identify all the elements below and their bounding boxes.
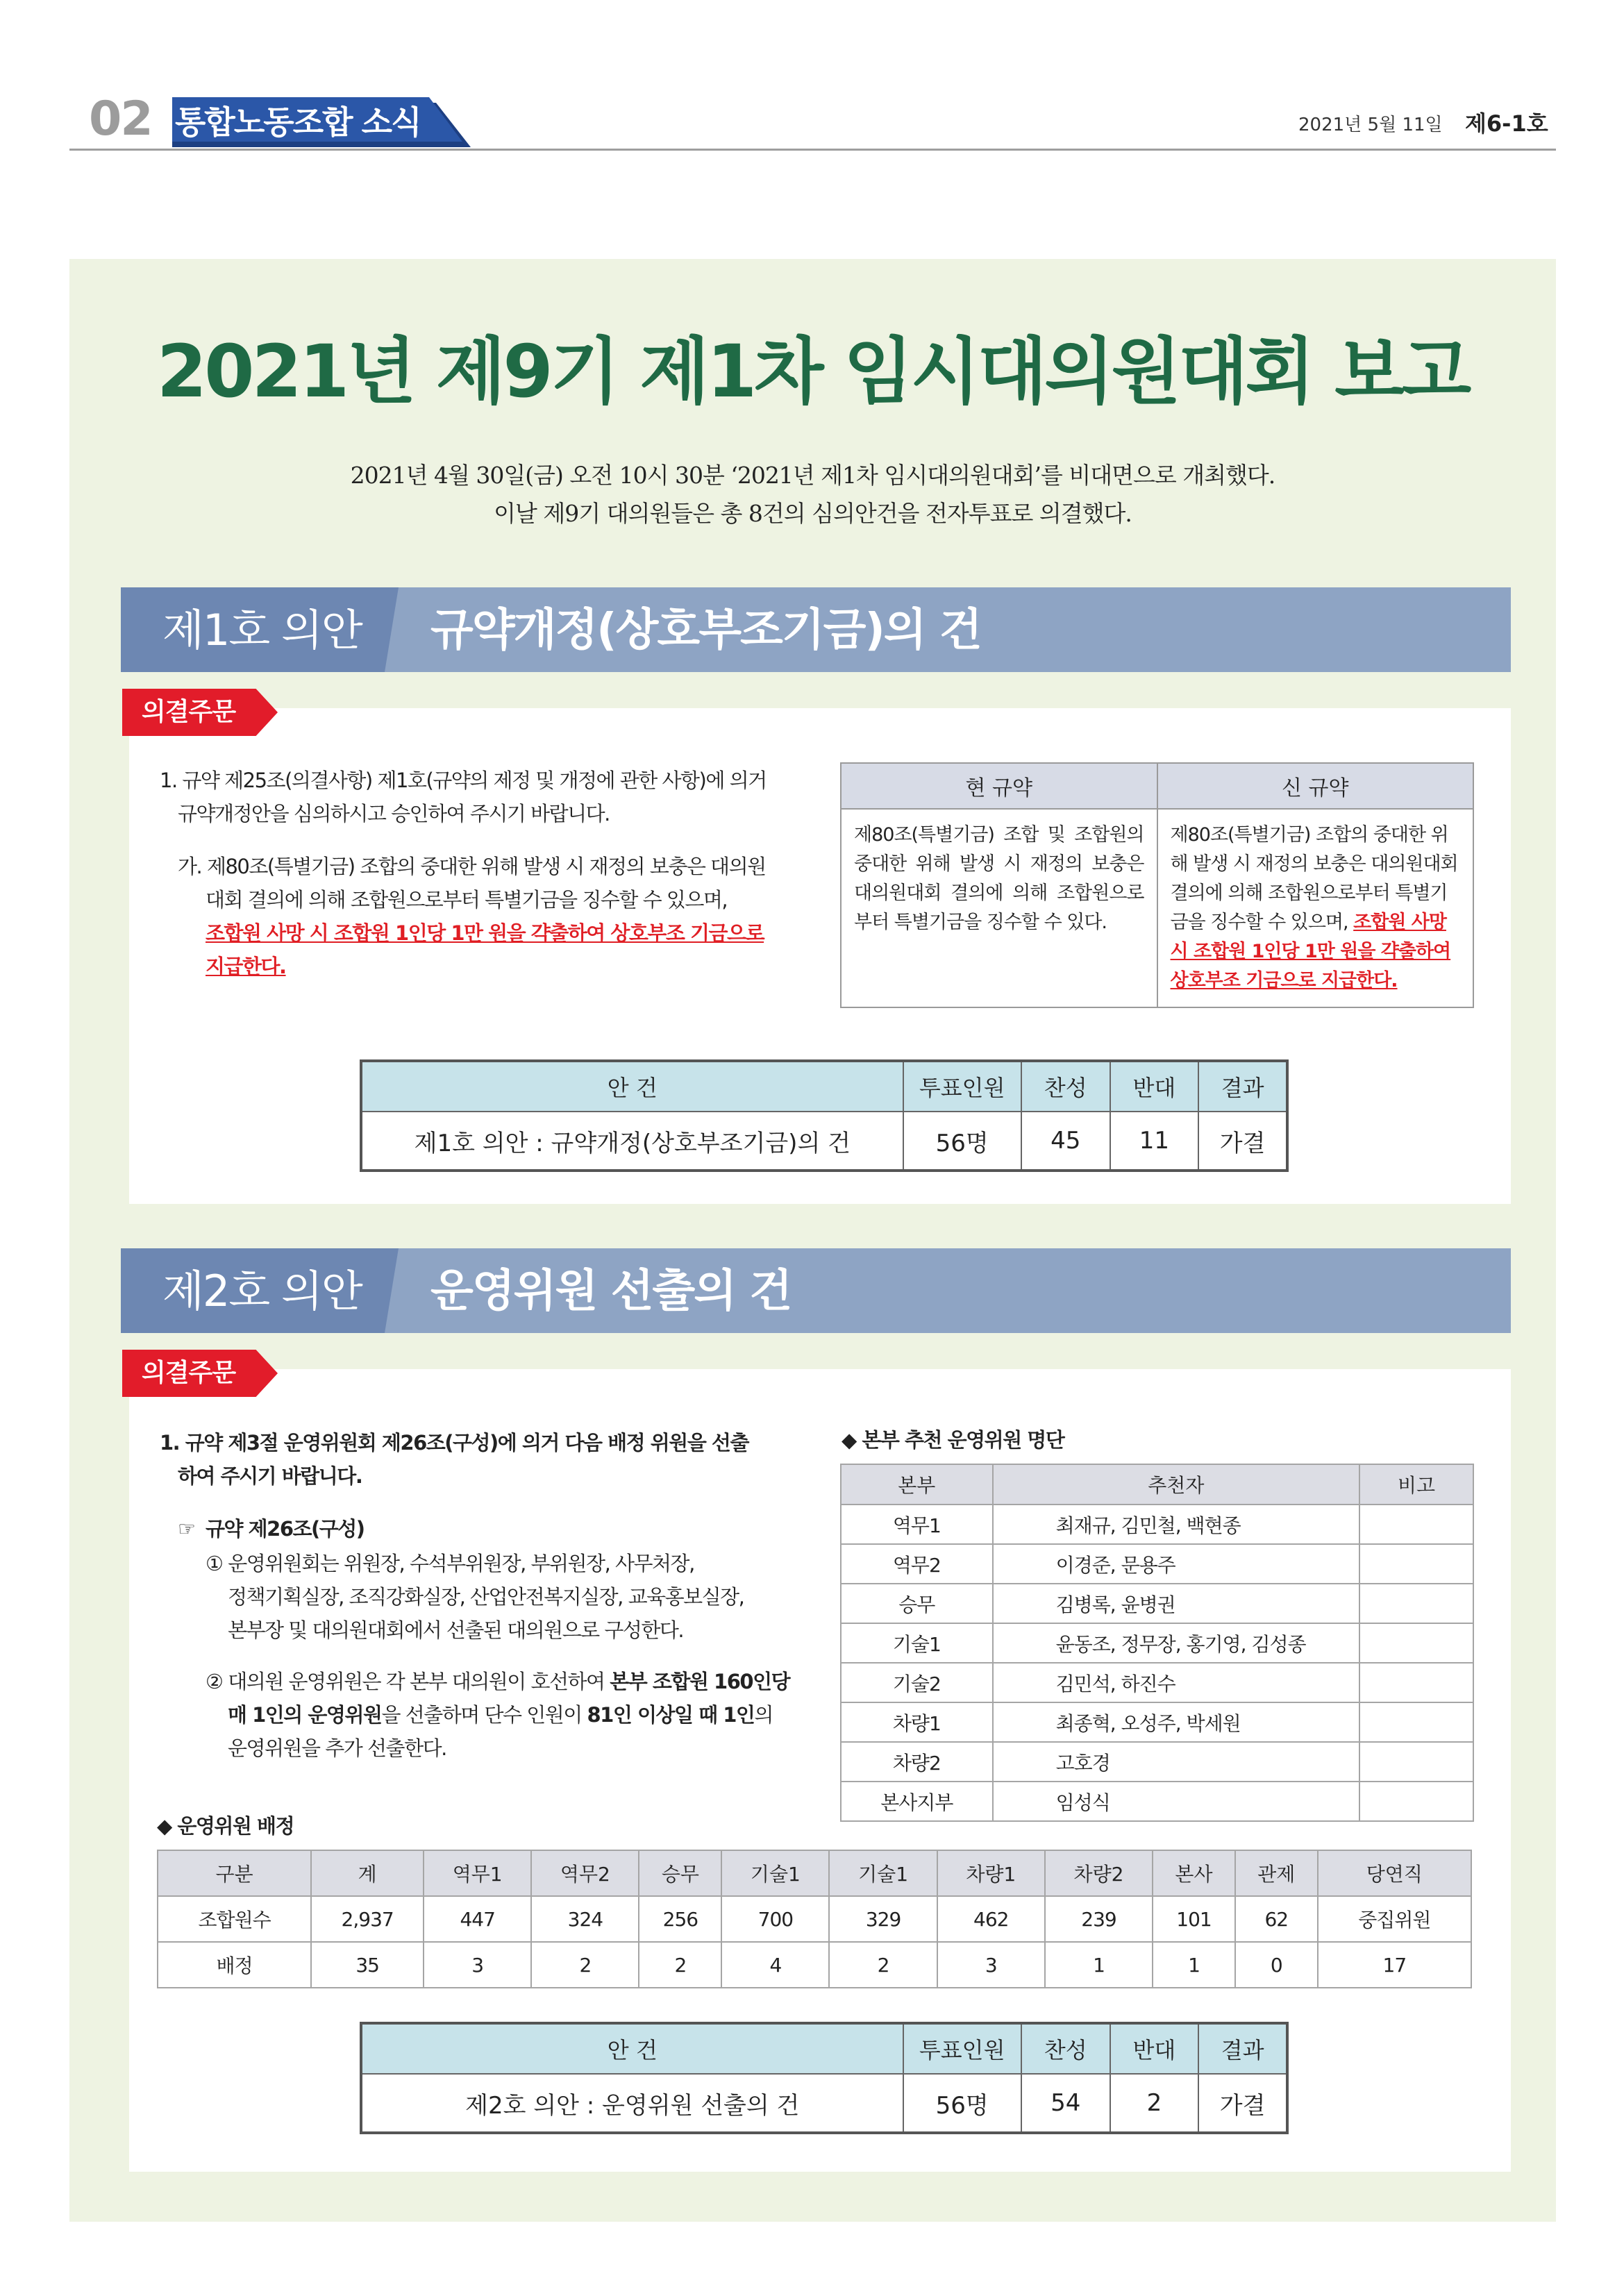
clause-1-line-3: 본부장 및 대의원대회에서 선출된 대의원으로 구성한다.	[228, 1618, 684, 1642]
vote-2-head-no: 반대	[1110, 2023, 1199, 2074]
agenda-2-ref-title: 규약 제26조(구성)	[206, 1517, 365, 1541]
vote-2-item: 제2호 의안 : 운영위원 선출의 건	[361, 2074, 903, 2133]
agenda-2-title: 운영위원 선출의 건	[430, 1266, 792, 1317]
lead-line-1: 2021년 4월 30일(금) 오전 10시 30분 ‘2021년 제1차 임시대의원대회’를 비대면으로 개최했다.	[350, 462, 1275, 489]
vote-2-yes: 54	[1021, 2074, 1110, 2133]
agenda-2-item-line-1: 1. 규약 제3절 운영위원회 제26조(구성)에 의거 다음 배정 위원을 선출	[160, 1431, 748, 1455]
agenda-1-sub-line-1: 가. 제80조(특별기금) 조합의 중대한 위해 발생 시 재정의 보충은 대의원	[178, 855, 766, 878]
roster-head-note: 비고	[1359, 1464, 1473, 1505]
vote-2-voters: 56명	[903, 2074, 1021, 2133]
roster-head-nominee: 추천자	[993, 1464, 1359, 1505]
resolution-tag-1-label: 의결주문	[142, 698, 236, 726]
issue-date: 2021년 5월 11일	[1298, 115, 1443, 135]
ref-pointer-icon: ☞	[178, 1517, 195, 1541]
agenda-1-item-line-2: 규약개정안을 심의하시고 승인하여 주시기 바랍니다.	[178, 802, 610, 826]
report-title: 2021년 제9기 제1차 임시대의원대회 보고	[156, 329, 1469, 414]
vote-1-head-no: 반대	[1110, 1061, 1199, 1112]
agenda-1-item-line-1: 1. 규약 제25조(의결사항) 제1호(규약의 제정 및 개정에 관한 사항)에 의거	[160, 769, 767, 792]
vote-2-head-voters: 투표인원	[903, 2023, 1021, 2074]
table-row: 조합원수 2,937 447 324 256 700 329 462 239 101 62 중집위원	[158, 1896, 1471, 1942]
clause-2-line-3: 운영위원을 추가 선출한다.	[228, 1736, 446, 1760]
agenda-2-item-line-2: 하여 주시기 바랍니다.	[178, 1464, 362, 1488]
compare-head-new: 신 규약	[1157, 763, 1474, 809]
table-row: 역무2 이경준, 문용주	[841, 1544, 1473, 1584]
table-row: 역무1 최재규, 김민철, 백현종	[841, 1505, 1473, 1544]
vote-2-result: 가결	[1198, 2074, 1287, 2133]
table-row: 기술1 윤동조, 정무장, 홍기영, 김성종	[841, 1623, 1473, 1663]
vote-1-head-result: 결과	[1198, 1061, 1287, 1112]
allocation-table	[157, 1850, 1472, 1988]
clause-2-line-2: 매 1인의 운영위원을 선출하며 단수 인원이 81인 이상일 때 1인의	[228, 1703, 773, 1727]
agenda-1-vote-table	[360, 1059, 1289, 1172]
vote-2-head-item: 안 건	[361, 2023, 903, 2074]
agenda-2-vote-table	[360, 2022, 1289, 2134]
table-row: 승무 김병록, 윤병권	[841, 1584, 1473, 1623]
roster-title: ◆ 본부 추천 운영위원 명단	[842, 1428, 1064, 1452]
vote-1-head-yes: 찬성	[1021, 1061, 1110, 1112]
agenda-1-sub-line-2: 대회 결의에 의해 조합원으로부터 특별기금을 징수할 수 있으며,	[206, 888, 728, 912]
lead-line-2: 이날 제9기 대의원들은 총 8건의 심의안건을 전자투표로 의결했다.	[494, 500, 1132, 527]
table-row: 본사지부 임성식	[841, 1782, 1473, 1821]
compare-new-text: 제80조(특별기금) 조합의 중대한 위해 발생 시 재정의 보충은 대의원대회 결의에 의해 조합원으로부터 특별기금을 징수할 수 있으며,	[1170, 824, 1458, 933]
vote-1-item: 제1호 의안 : 규약개정(상호부조기금)의 건	[361, 1112, 903, 1171]
table-row: 차량2 고호경	[841, 1742, 1473, 1782]
vote-1-no: 11	[1110, 1112, 1199, 1171]
vote-1-yes: 45	[1021, 1112, 1110, 1171]
agenda-1-sub-red-1: 조합원 사망 시 조합원 1인당 1만 원을 갹출하여 상호부조 기금으로	[206, 921, 764, 945]
vote-2-no: 2	[1110, 2074, 1199, 2133]
roster-table	[840, 1464, 1474, 1822]
vote-2-head-yes: 찬성	[1021, 2023, 1110, 2074]
table-row: 배정 35 3 2 2 4 2 3 1 1 0 17	[158, 1942, 1471, 1988]
agenda-1-sub-red-2: 지급한다.	[206, 955, 286, 978]
roster-head-hq: 본부	[841, 1464, 993, 1505]
agenda-1-number: 제1호 의안	[162, 605, 362, 655]
compare-current-text: 제80조(특별기금) 조합 및 조합원의 중대한 위해 발생 시 재정의 보충은 대의원대회 결의에 의해 조합원으로부터 특별기금을 징수할 수 있다.	[841, 809, 1157, 1007]
table-row: 차량1 최종혁, 오성주, 박세원	[841, 1702, 1473, 1742]
table-row: 기술2 김민석, 하진수	[841, 1663, 1473, 1702]
resolution-tag-2-label: 의결주문	[142, 1359, 236, 1387]
compare-new-cell	[1157, 809, 1474, 1007]
alloc-title: ◆ 운영위원 배정	[157, 1814, 294, 1838]
rule-compare-table	[840, 762, 1474, 1008]
issue-number: 제6-1호	[1465, 110, 1548, 137]
section-title: 통합노동조합 소식	[175, 103, 421, 141]
vote-1-head-item: 안 건	[361, 1061, 903, 1112]
vote-1-voters: 56명	[903, 1112, 1021, 1171]
clause-2-line-1: ② 대의원 운영위원은 각 본부 대의원이 호선하여 본부 조합원 160인당	[206, 1670, 790, 1693]
agenda-2-number: 제2호 의안	[162, 1266, 362, 1316]
vote-1-result: 가결	[1198, 1112, 1287, 1171]
page-number: 02	[89, 92, 152, 146]
header-divider	[69, 149, 1556, 151]
vote-1-head-voters: 투표인원	[903, 1061, 1021, 1112]
alloc-header-row: 구분 계 역무1 역무2 승무 기술1 기술1 차량1 차량2 본사 관제 당연직	[158, 1850, 1471, 1896]
clause-1-line-2: 정책기획실장, 조직강화실장, 산업안전복지실장, 교육홍보실장,	[228, 1585, 744, 1609]
compare-head-current: 현 규약	[841, 763, 1157, 809]
vote-2-head-result: 결과	[1198, 2023, 1287, 2074]
clause-1-line-1: ① 운영위원회는 위원장, 수석부위원장, 부위원장, 사무처장,	[206, 1552, 694, 1575]
compare-new-red-text: 조합원 사망 시 조합원 1인당 1만 원을 갹출하여 상호부조 기금으로 지급한다.	[1170, 912, 1451, 991]
agenda-1-title: 규약개정(상호부조기금)의 건	[430, 605, 981, 656]
